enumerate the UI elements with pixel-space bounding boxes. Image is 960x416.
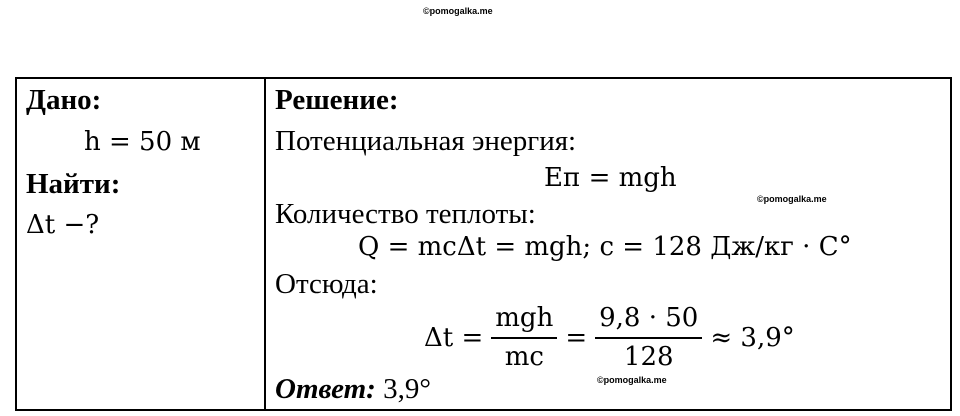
watermark-middle: ©pomogalka.me	[757, 194, 827, 204]
find-title: Найти:	[26, 168, 121, 200]
given-formula: h = 50 м	[84, 127, 201, 157]
heat-quantity-formula: Q = mcΔt = mgh; c = 128 Дж/кг · C°	[358, 232, 852, 262]
answer-line	[275, 375, 431, 404]
watermark-bottom: ©pomogalka.me	[597, 375, 667, 385]
delta-t-lhs: Δt =	[424, 323, 484, 353]
heat-quantity-label: Количество теплоты:	[275, 198, 536, 230]
watermark-top: ©pomogalka.me	[423, 6, 493, 16]
fraction-bar	[491, 337, 557, 339]
fraction-numeric	[595, 303, 702, 373]
answer-value: 3,9°	[383, 373, 431, 405]
fraction-symbolic	[491, 303, 557, 373]
find-formula: Δt −?	[26, 210, 100, 240]
column-divider	[264, 79, 266, 409]
potential-energy-formula: Eп = mgh	[544, 163, 677, 193]
fraction-numeric-numerator: 9,8 · 50	[599, 302, 699, 333]
equals-sign: =	[565, 323, 588, 353]
solution-title: Решение:	[275, 84, 399, 116]
fraction-bar	[595, 337, 702, 339]
delta-t-formula	[424, 301, 795, 375]
fraction-symbolic-denominator: mc	[504, 342, 544, 372]
fraction-numeric-denominator: 128	[623, 342, 674, 372]
hence-label: Отсюда:	[275, 268, 378, 300]
potential-energy-label: Потенциальная энергия:	[275, 125, 577, 157]
given-title: Дано:	[26, 84, 102, 116]
fraction-symbolic-numerator: mgh	[495, 302, 554, 333]
task-table	[15, 77, 952, 411]
delta-t-result: ≈ 3,9°	[710, 323, 795, 353]
answer-label: Ответ:	[275, 373, 376, 405]
